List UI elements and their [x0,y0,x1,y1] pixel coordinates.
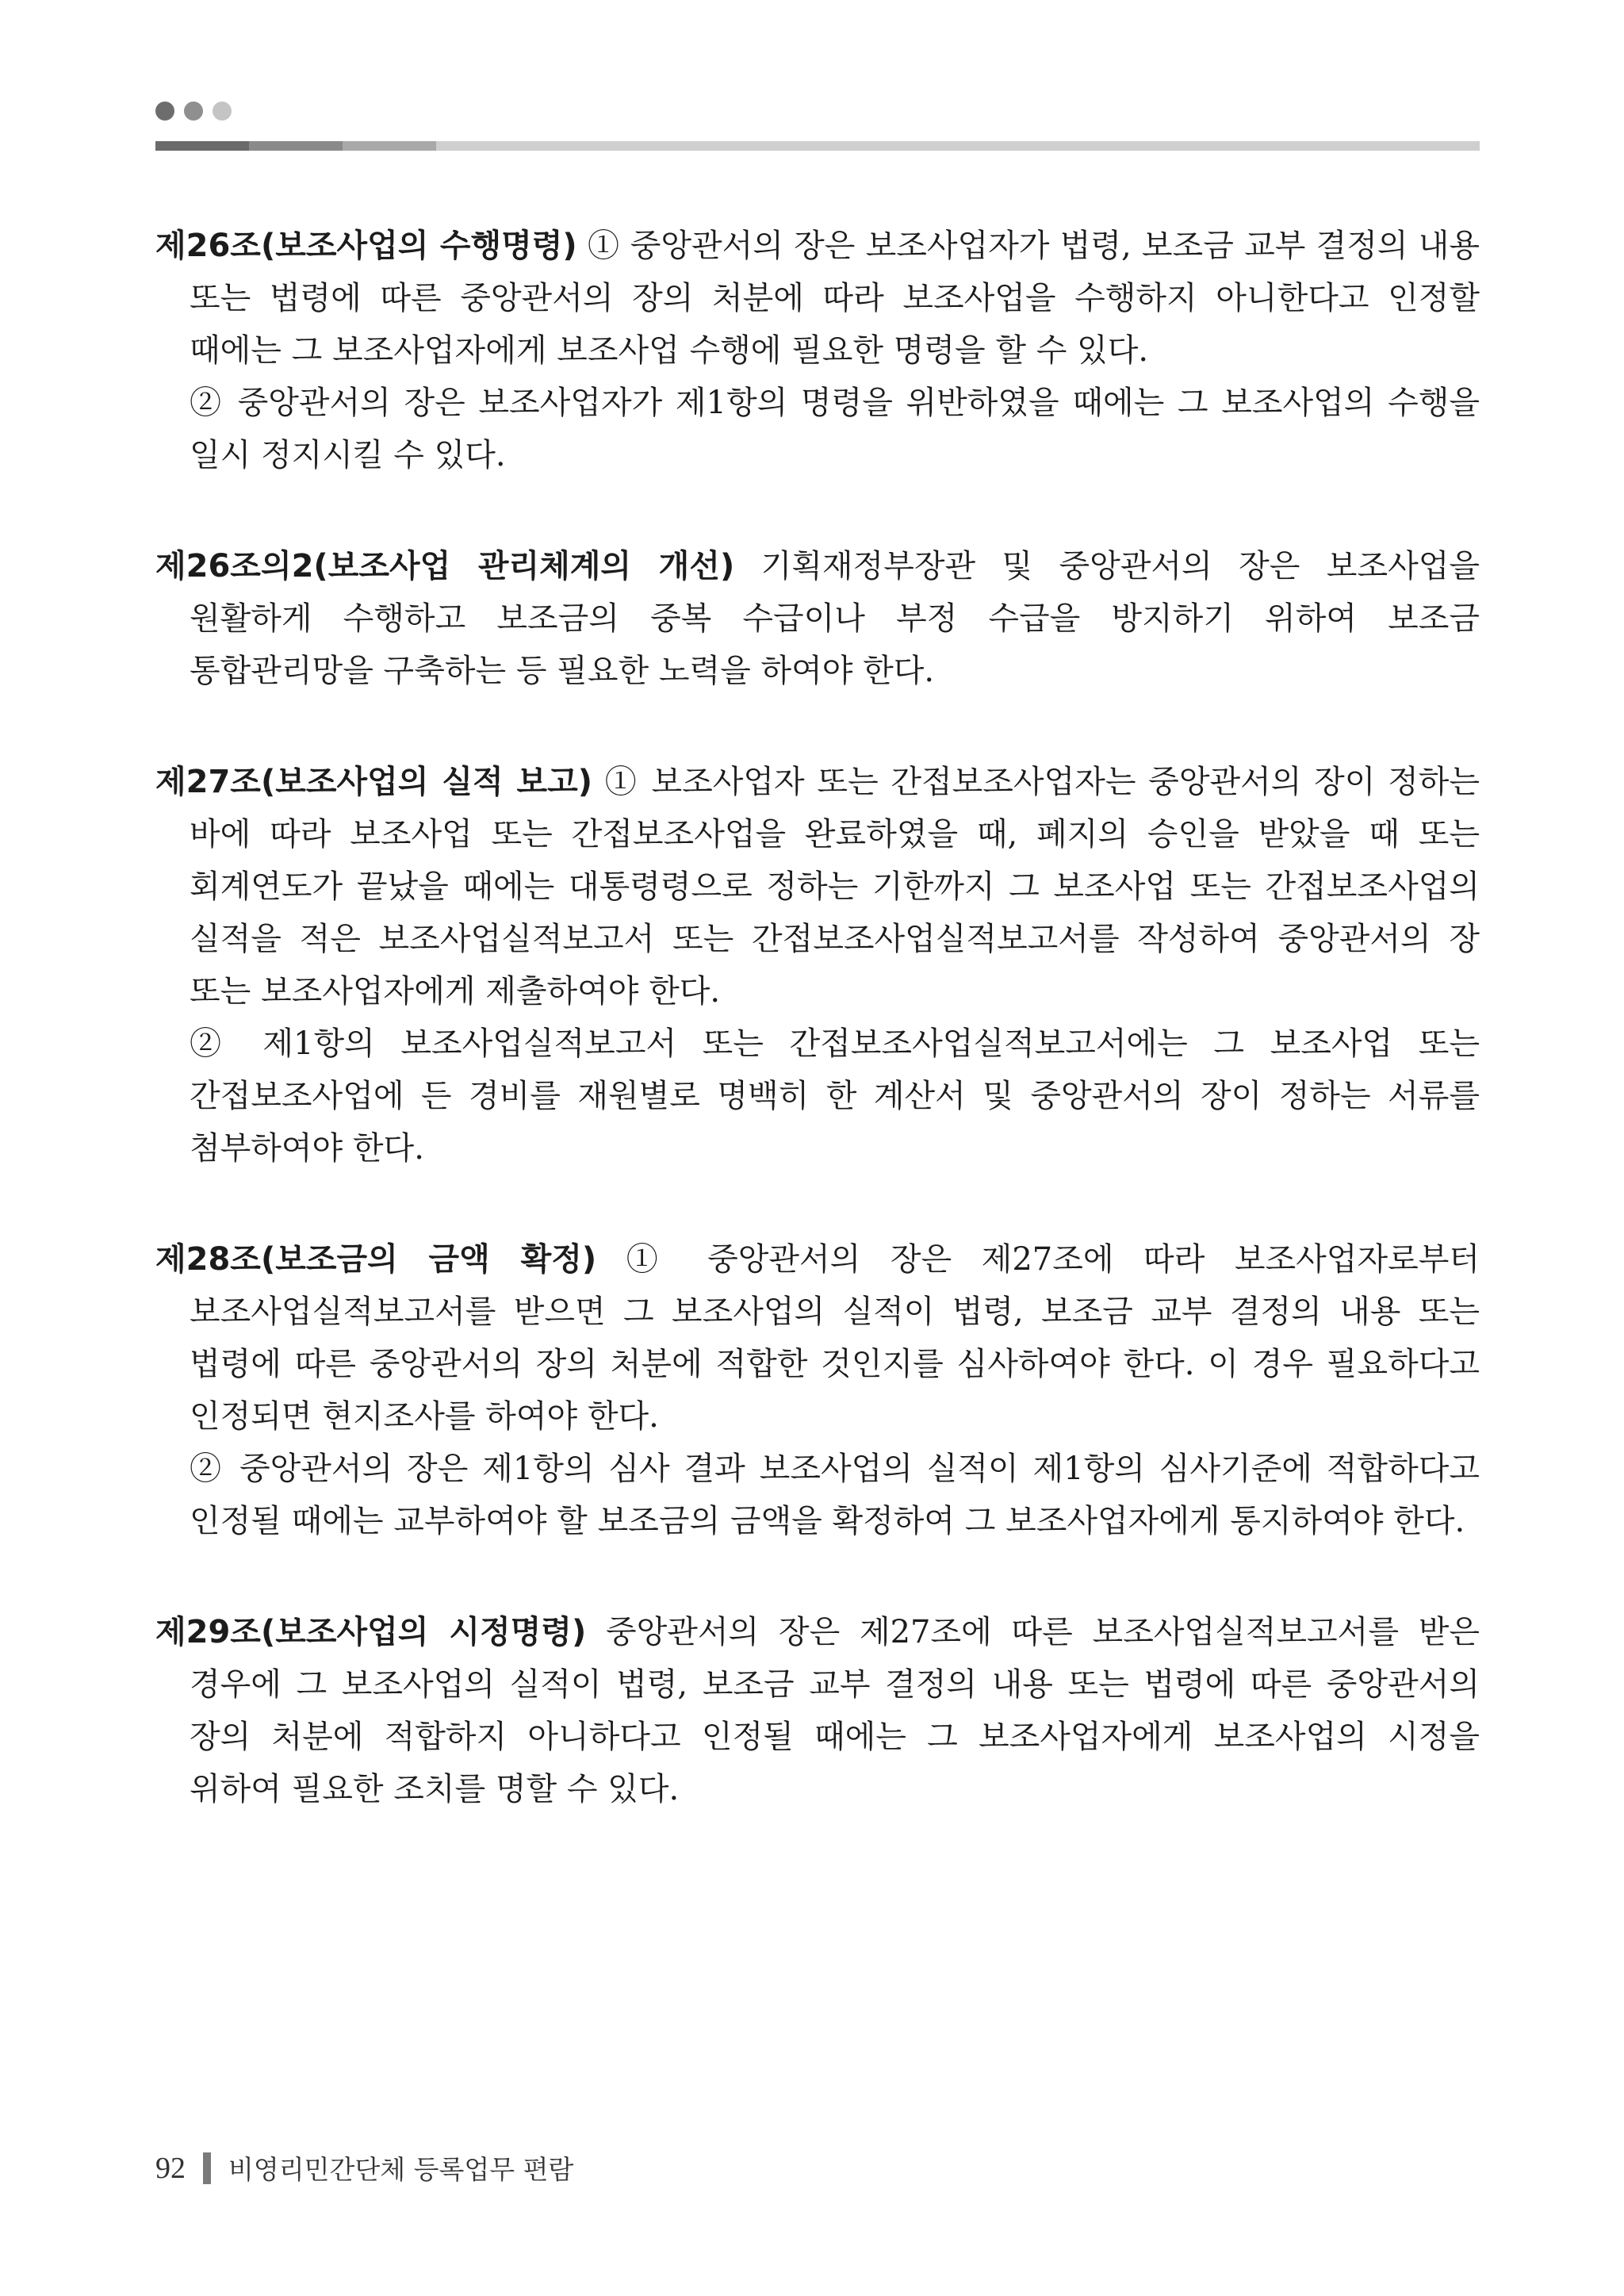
header-rule [155,141,1480,151]
article-paragraph [155,540,1480,697]
paragraph-text: ① 중앙관서의 장은 제27조에 따라 보조사업자로부터 보조사업실적보고서를 받으면 그 보조사업의 실적이 법령, 보조금 교부 결정의 내용 또는 법령에 따른 중앙관서의 장의 처분에 적합한 것인지를 심사하여야 한다. 이 경우 필요하다고 인정되면 현지조사를 하여야 한다. [190,1241,1480,1435]
article-heading: 제27조(보조사업의 실적 보고) [155,764,593,800]
article-paragraph [155,1018,1480,1175]
article-26-2 [155,540,1480,697]
article-28 [155,1233,1480,1547]
article-paragraph [155,756,1480,1018]
article-27 [155,756,1480,1175]
article-26 [155,220,1480,481]
article-heading: 제29조(보조사업의 시정명령) [155,1614,587,1650]
page-number: 92 [155,2151,186,2185]
dot-icon [213,102,232,121]
book-title: 비영리민간단체 등록업무 편람 [228,2154,574,2185]
dot-icon [155,102,174,121]
article-paragraph [155,377,1480,481]
article-29 [155,1606,1480,1815]
paragraph-text: ① 중앙관서의 장은 보조사업자가 법령, 보조금 교부 결정의 내용 또는 법령에 따른 중앙관서의 장의 처분에 따라 보조사업을 수행하지 아니한다고 인정할 때에는 그 보조사업자에게 보조사업 수행에 필요한 명령을 할 수 있다. [190,228,1480,369]
article-paragraph [155,1443,1480,1547]
paragraph-text: ② 중앙관서의 장은 제1항의 심사 결과 보조사업의 실적이 제1항의 심사기준에 적합하다고 인정될 때에는 교부하여야 할 보조금의 금액을 확정하여 그 보조사업자에게 통지하여야 한다. [190,1451,1480,1539]
paragraph-text: ② 중앙관서의 장은 보조사업자가 제1항의 명령을 위반하였을 때에는 그 보조사업의 수행을 일시 정지시킬 수 있다. [190,385,1480,473]
article-paragraph [155,1233,1480,1443]
article-heading: 제26조(보조사업의 수행명령) [155,228,577,264]
paragraph-text: ② 제1항의 보조사업실적보고서 또는 간접보조사업실적보고서에는 그 보조사업 또는 간접보조사업에 든 경비를 재원별로 명백히 한 계산서 및 중앙관서의 장이 정하는 서류를 첨부하여야 한다. [190,1025,1480,1167]
header-dots [155,102,232,122]
paragraph-text: 기획재정부장관 및 중앙관서의 장은 보조사업을 원활하게 수행하고 보조금의 중복 수급이나 부정 수급을 방지하기 위하여 보조금 통합관리망을 구축하는 등 필요한 노력을 하여야 한다. [190,548,1480,689]
article-paragraph [155,1606,1480,1815]
dot-icon [184,102,203,121]
page-footer [155,2149,573,2187]
article-heading: 제28조(보조금의 금액 확정) [155,1241,597,1278]
paragraph-text: ① 보조사업자 또는 간접보조사업자는 중앙관서의 장이 정하는 바에 따라 보조사업 또는 간접보조사업을 완료하였을 때, 폐지의 승인을 받았을 때 또는 회계연도가 끝났을 때에는 대통령령으로 정하는 기한까지 그 보조사업 또는 간접보조사업의 실적을 적은 보조사업실적보고서 또는 간접보조사업실적보고서를 작성하여 중앙관서의 장 또는 보조사업자에게 제출하여야 한다. [190,764,1480,1010]
document-body [155,220,1480,1874]
paragraph-text: 중앙관서의 장은 제27조에 따른 보조사업실적보고서를 받은 경우에 그 보조사업의 실적이 법령, 보조금 교부 결정의 내용 또는 법령에 따른 중앙관서의 장의 처분에 적합하지 아니하다고 인정될 때에는 그 보조사업자에게 보조사업의 시정을 위하여 필요한 조치를 명할 수 있다. [190,1614,1480,1807]
article-heading: 제26조의2(보조사업 관리체계의 개선) [155,548,735,585]
footer-divider [203,2152,211,2184]
article-paragraph [155,220,1480,377]
